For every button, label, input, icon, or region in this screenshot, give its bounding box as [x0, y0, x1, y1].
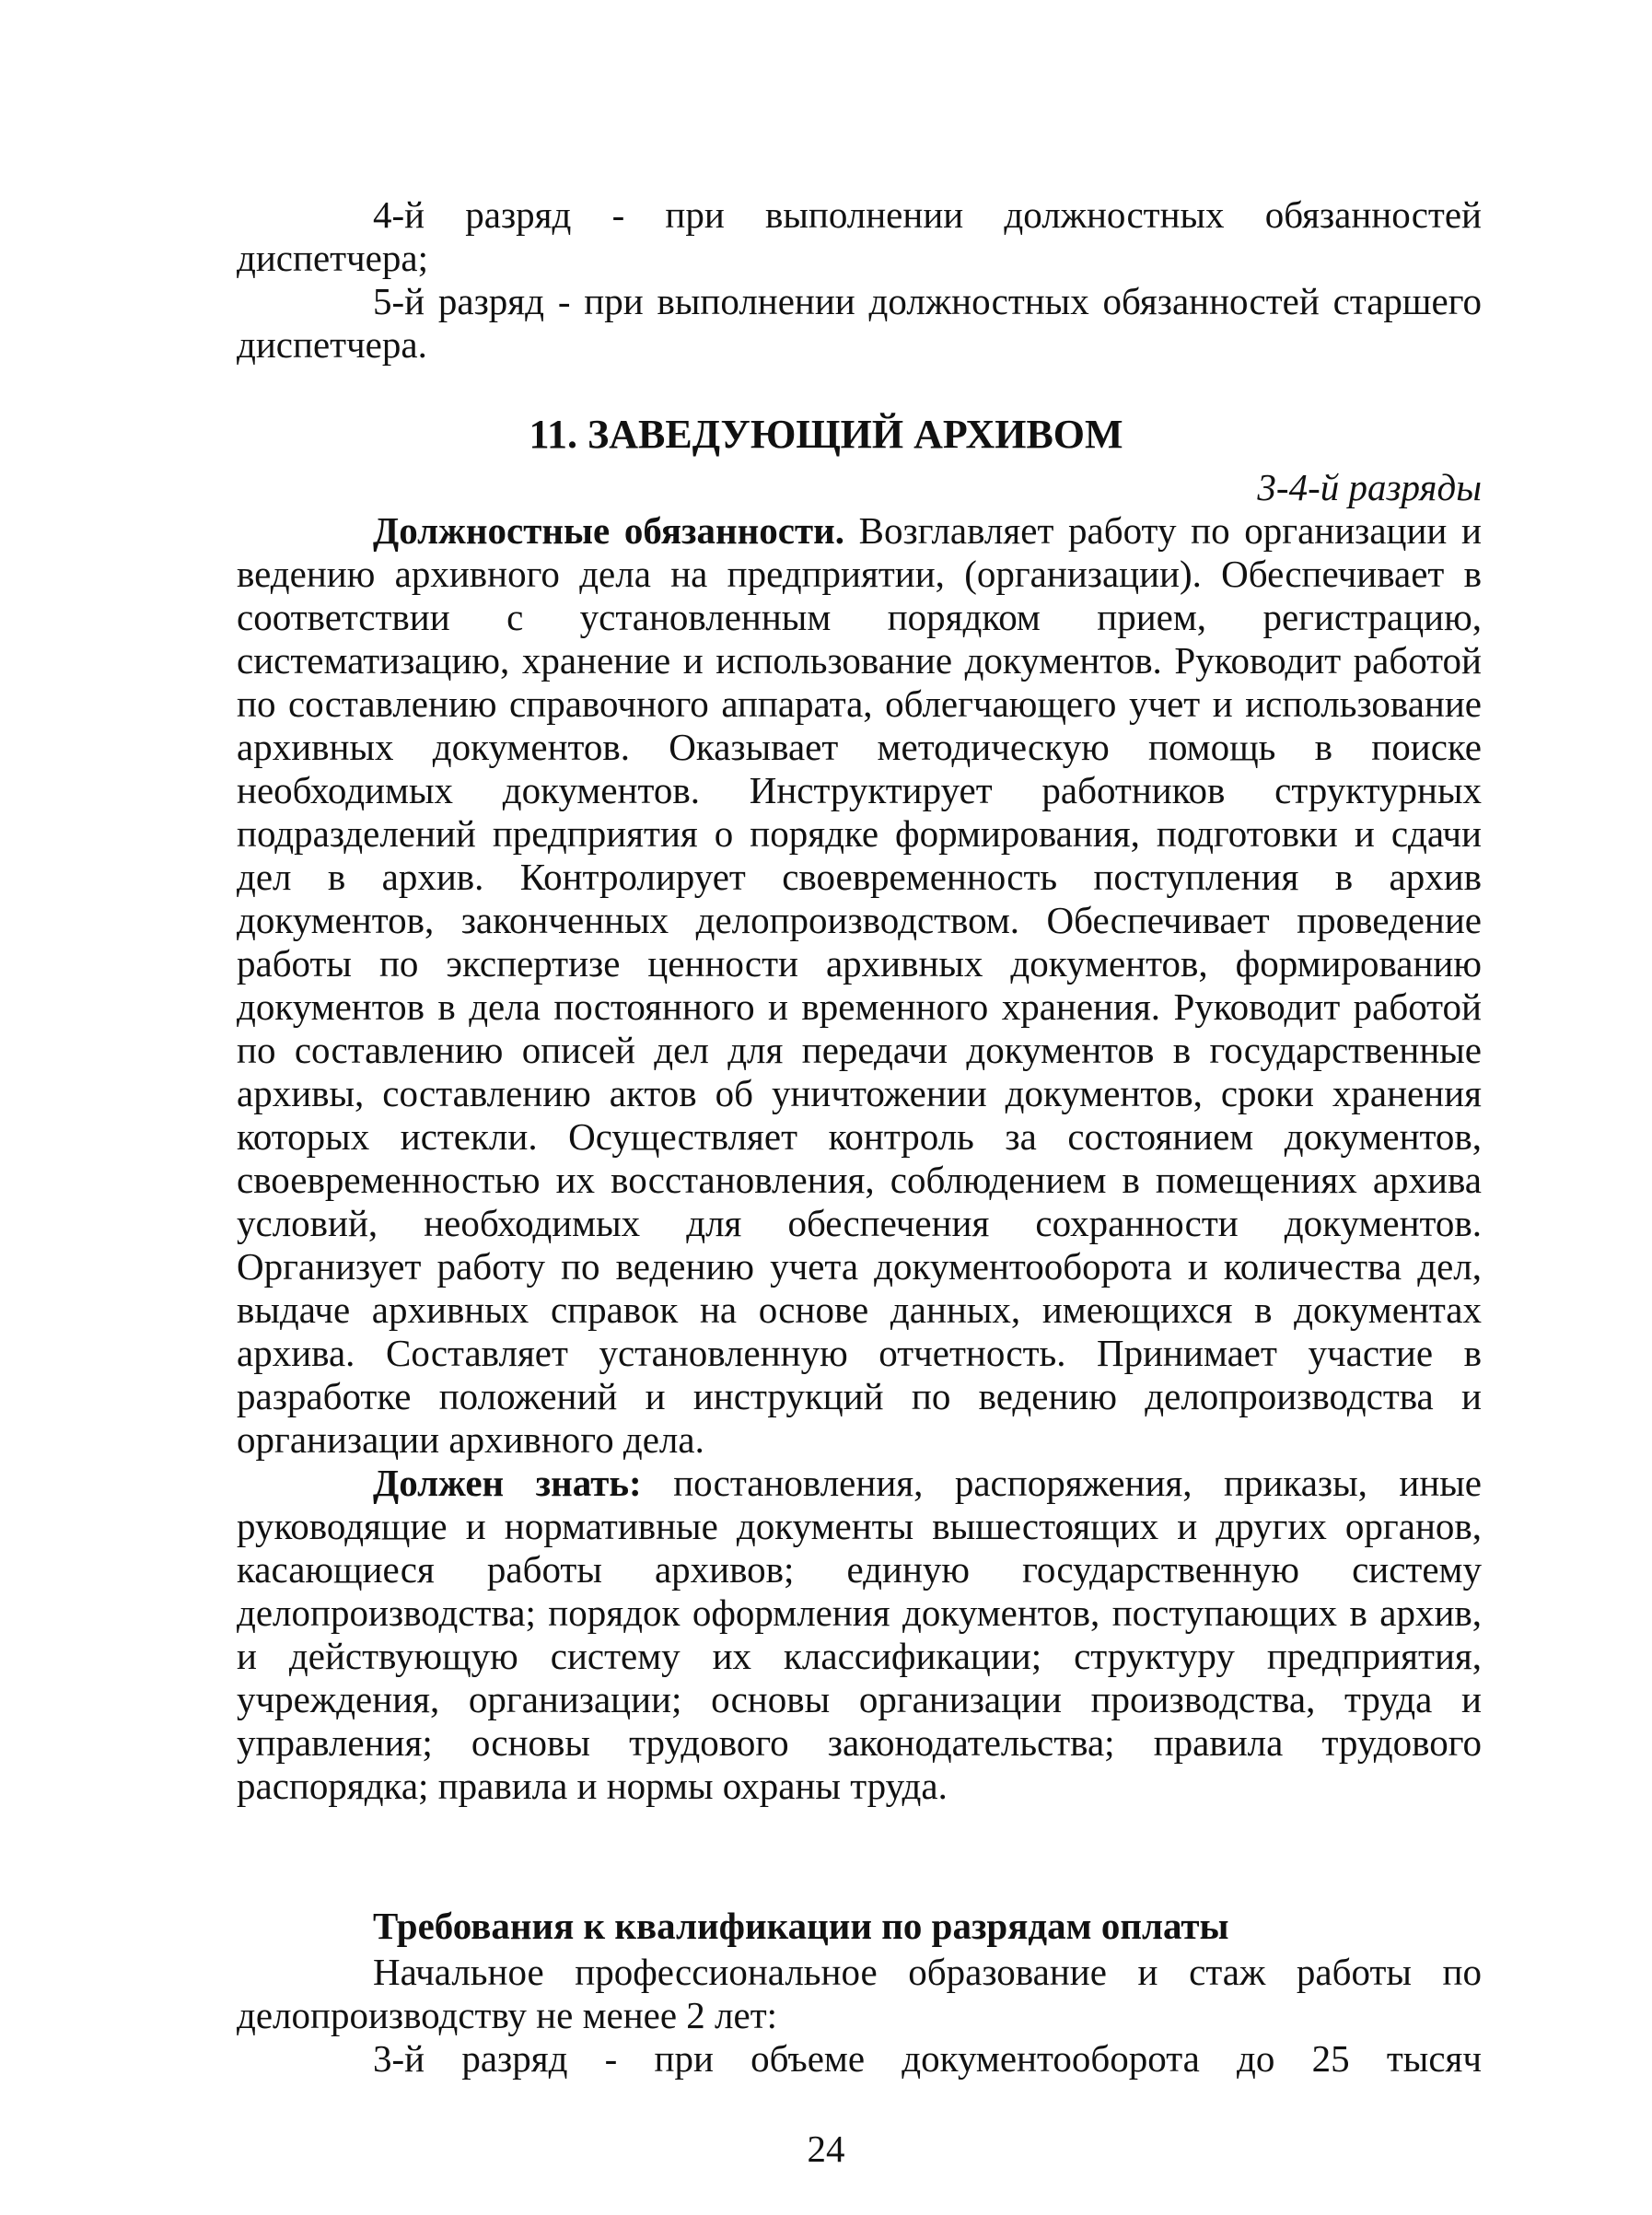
- requirements-section: [237, 1951, 1482, 2081]
- knowledge-paragraph: [237, 1462, 1482, 1808]
- section-body: [237, 509, 1482, 1808]
- intro-section: [237, 193, 1482, 367]
- duties-text: Возглавляет работу по организации и ведению архивного дела на предприятии, (организации). Обеспечивает в соответствии с установленным порядком прием, регистрацию, систематизацию, хранение и использование документов. Руководит работой по составлению справочного аппарата, облегчающего учет и использование архивных документов. Оказывает методическую помощь в поиске необходимых документов. Инструктирует работников структурных подразделений предприятия о порядке формирования, подготовки и сдачи дел в архив. Контролирует своевременность поступления в архив документов, законченных делопроизводством. Обеспечивает проведение работы по экспертизе ценности архивных документов, формированию документов в дела постоянного и временного хранения. Руководит работой по составлению описей дел для передачи документов в государственные архивы, составлению актов об уничтожении документов, сроки хранения которых истекли. Осуществляет контроль за состоянием документов, своевременностью их восстановления, соблюдением в помещениях архива условий, необходимых для обеспечения сохранности документов. Организует работу по ведению учета документооборота и количества дел, выдаче архивных справок на основе данных, имеющихся в документах архива. Составляет установленную отчетность. Принимает участие в разработке положений и инструкций по ведению делопроизводства и организации архивного дела.: [237, 509, 1482, 1461]
- section-grades: 3-4-й разряды: [1257, 466, 1482, 508]
- section-title: 11. ЗАВЕДУЮЩИЙ АРХИВОМ: [529, 412, 1123, 457]
- duties-label: Должностные обязанности.: [373, 509, 844, 552]
- page-number: 24: [807, 2128, 845, 2170]
- requirements-heading: Требования к квалификации по разрядам оплаты: [373, 1905, 1229, 1947]
- intro-paragraph-5: 5-й разряд - при выполнении должностных обязанностей старшего диспетчера.: [237, 280, 1482, 366]
- requirements-paragraph-1: Начальное профессиональное образование и стаж работы по делопроизводству не менее 2 лет:: [237, 1951, 1482, 2036]
- intro-paragraph-4: 4-й разряд - при выполнении должностных обязанностей диспетчера;: [237, 193, 1482, 279]
- knowledge-text: постановления, распоряжения, приказы, иные руководящие и нормативные документы вышестоящих и других органов, касающиеся работы архивов; единую государственную систему делопроизводства; порядок оформления документов, поступающих в архив, и действующую систему их классификации; структуру предприятия, учреждения, организации; основы организации производства, труда и управления; основы трудового законодательства; правила трудового распорядка; правила и нормы охраны труда.: [237, 1462, 1483, 1807]
- duties-paragraph: [237, 509, 1482, 1462]
- requirements-paragraph-2: 3-й разряд - при объеме документооборота до 25 тысяч: [373, 2037, 1482, 2080]
- knowledge-label: Должен знать:: [373, 1462, 642, 1504]
